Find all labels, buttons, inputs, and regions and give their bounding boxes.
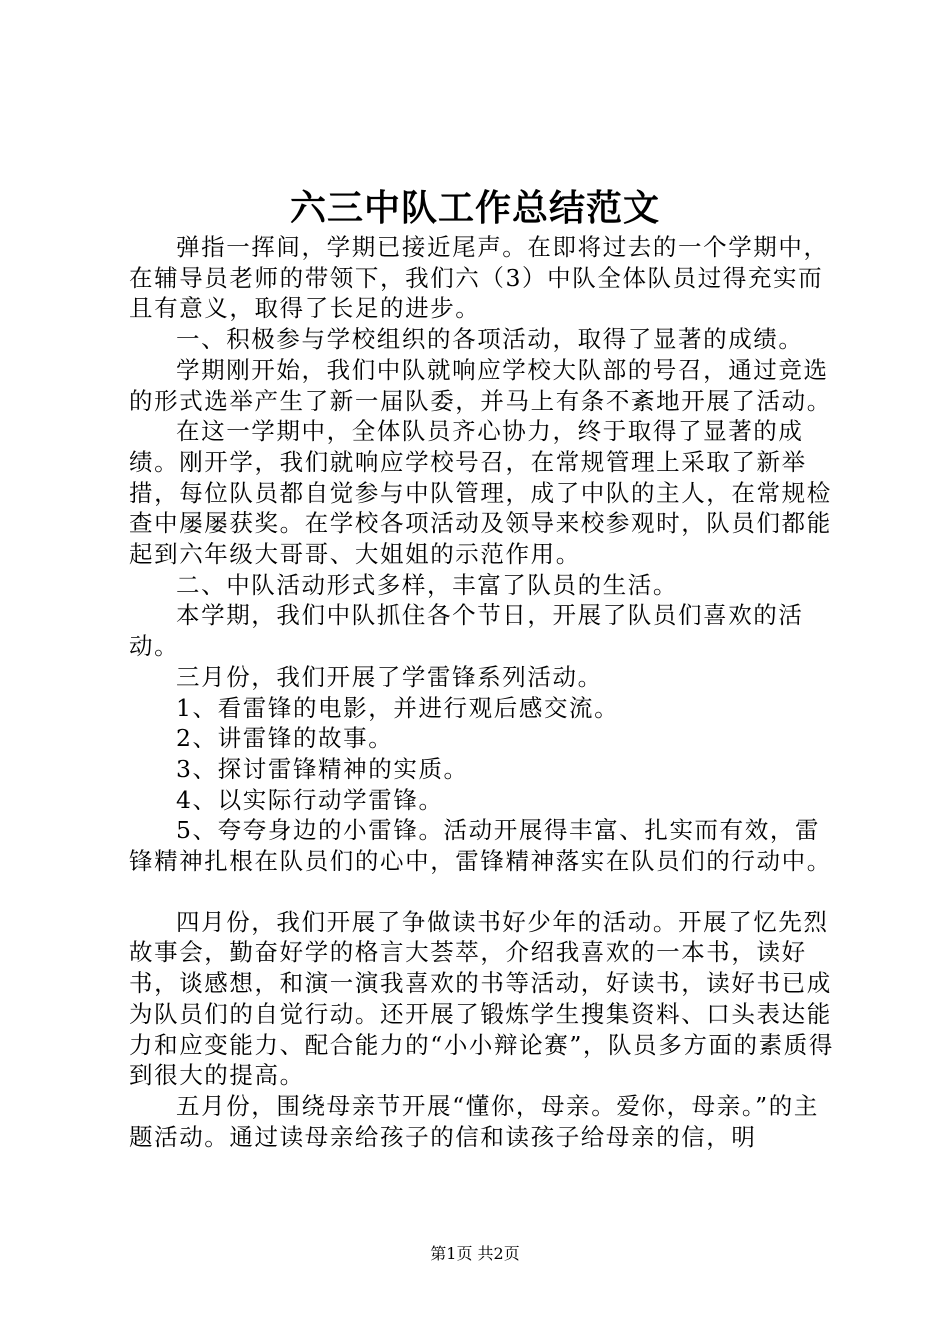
paragraph: 三月份，我们开展了学雷锋系列活动。 <box>176 662 603 691</box>
document-title: 六三中队工作总结范文 <box>289 187 660 229</box>
list-item: 3、探讨雷锋精神的实质。 <box>176 754 469 783</box>
paragraph: 在这一学期中，全体队员齐心协力，终于取得了显著的成绩。刚开学，我们就响应学校号召，在常规管理上采取了新举措，每位队员都自觉参与中队管理，成了中队的主人，在常规检查中屡屡获奖。在学校各项活动及领导来校参观时，队员们都能起到六年级大哥哥、大姐姐的示范作用。 <box>129 417 832 569</box>
document-body <box>129 232 841 1152</box>
paragraph-intro: 弹指一挥间，学期已接近尾声。在即将过去的一个学期中，在辅导员老师的带领下，我们六（3）中队全体队员过得充实而且有意义，取得了长足的进步。 <box>129 233 829 323</box>
paragraph: 学期刚开始，我们中队就响应学校大队部的号召，通过竞选的形式选举产生了新一届队委，并马上有条不紊地开展了活动。 <box>129 355 832 415</box>
list-item: 1、看雷锋的电影，并进行观后感交流。 <box>176 693 620 722</box>
paragraph: 本学期，我们中队抓住各个节日，开展了队员们喜欢的活动。 <box>129 601 804 661</box>
section-heading-2: 二、中队活动形式多样，丰富了队员的生活。 <box>176 570 678 599</box>
paragraph: 五月份，围绕母亲节开展“懂你，母亲。爱你，母亲。”的主题活动。通过读母亲给孩子的信和读孩子给母亲的信，明 <box>129 1091 819 1151</box>
page-footer: 第1页 共2页 <box>430 1244 520 1263</box>
paragraph: 四月份，我们开展了争做读书好少年的活动。开展了忆先烈故事会，勤奋好学的格言大荟萃，介绍我喜欢的一本书，读好书，谈感想，和演一演我喜欢的书等活动，好读书，读好书已成为队员们的自觉行动。还开展了锻炼学生搜集资料、口头表达能力和应变能力、配合能力的“小小辩论赛”，队员多方面的素质得到很大的提高。 <box>129 907 834 1090</box>
list-item: 4、以实际行动学雷锋。 <box>176 785 444 814</box>
section-heading-1: 一、积极参与学校组织的各项活动，取得了显著的成绩。 <box>176 325 804 354</box>
list-item: 5、夸夸身边的小雷锋。活动开展得丰富、扎实而有效，雷锋精神扎根在队员们的心中，雷锋精神落实在队员们的行动中。 <box>129 816 832 876</box>
list-item: 2、讲雷锋的故事。 <box>176 724 394 753</box>
